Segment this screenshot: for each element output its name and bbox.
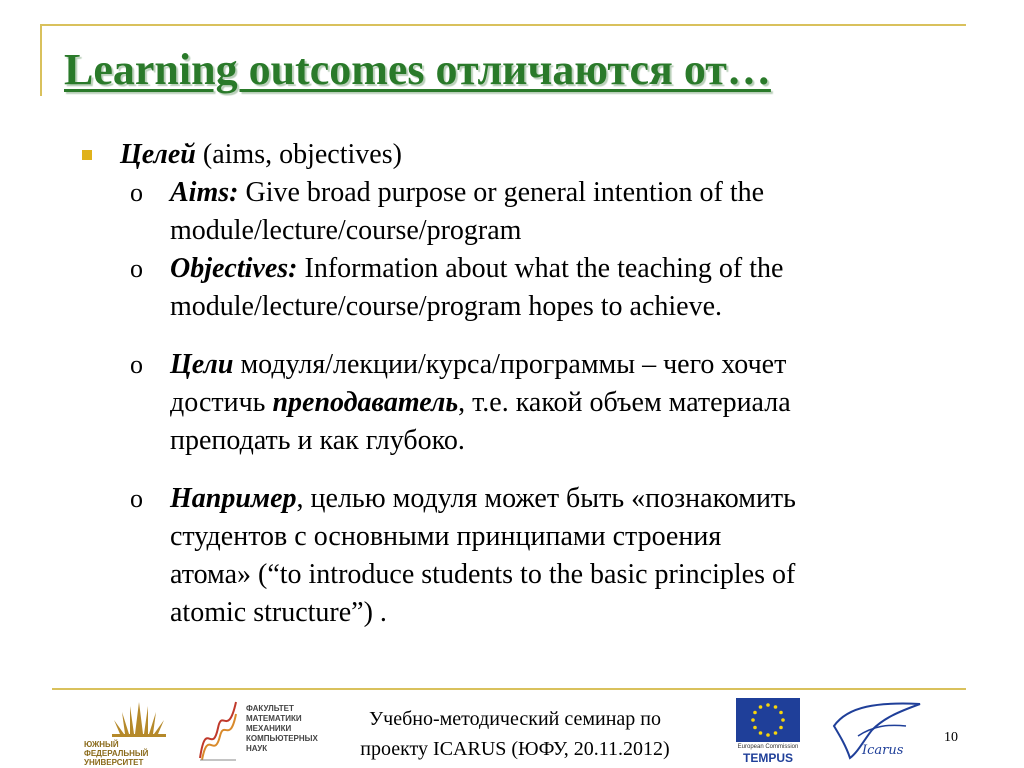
- square-bullet-icon: [82, 150, 92, 160]
- sub-bullet-text: Give broad purpose or general intention of the: [238, 177, 765, 208]
- sub-bullet-text: студентов с основными принципами строения: [170, 521, 722, 552]
- eu-star-icon: [774, 731, 778, 735]
- sub-bullet-text: Information about what the teaching of the: [297, 253, 784, 284]
- left-rule: [40, 24, 42, 96]
- sub-bullet-goals-ru: [80, 346, 970, 460]
- circle-bullet-icon: o: [130, 484, 143, 513]
- sub-bullet-text: атома» (“to introduce students to the basic principles of: [170, 559, 796, 590]
- sub-bullet-objectives: [80, 250, 970, 326]
- eu-star-icon: [779, 726, 783, 730]
- eu-star-icon: [766, 703, 770, 707]
- eu-caption: European Commission: [737, 744, 799, 750]
- slide-content: [80, 136, 970, 632]
- tempus-label: TEMPUS: [742, 751, 793, 765]
- sub-bullet-text: преподать и как глубоко.: [170, 425, 465, 456]
- sub-bullet-term: Цели: [170, 349, 234, 380]
- bullet-text: (aims, objectives): [195, 139, 402, 170]
- sub-bullet-term: преподаватель: [272, 387, 459, 418]
- eu-star-icon: [781, 718, 785, 722]
- circle-bullet-icon: o: [130, 254, 143, 283]
- eu-star-icon: [779, 711, 783, 715]
- faculty-logo-icon: [198, 698, 238, 762]
- top-rule: [40, 24, 966, 26]
- bullet-goals: [80, 136, 970, 174]
- eu-star-icon: [766, 733, 770, 737]
- faculty-logo-text: ФАКУЛЬТЕТ МАТЕМАТИКИ МЕХАНИКИ КОМПЬЮТЕРНЫХ НАУК: [246, 704, 318, 753]
- university-logo-text: ЮЖНЫЙ ФЕДЕРАЛЬНЫЙ УНИВЕРСИТЕТ: [84, 740, 149, 767]
- eu-flag-icon: [736, 698, 800, 742]
- circle-bullet-icon: o: [130, 178, 143, 207]
- eu-star-icon: [753, 726, 757, 730]
- eu-star-icon: [753, 711, 757, 715]
- sub-bullet-text: atomic structure”) .: [170, 597, 387, 628]
- tempus-logo: [736, 698, 800, 764]
- sub-bullet-example: [80, 480, 970, 632]
- bottom-rule: [52, 688, 966, 690]
- page-number: 10: [944, 730, 958, 745]
- sub-bullet-term: Например: [170, 483, 297, 514]
- eu-star-icon: [774, 705, 778, 709]
- sub-bullet-text: модуля/лекции/курса/программы – чего хочет: [233, 349, 787, 380]
- sub-bullet-term: Objectives:: [170, 253, 298, 284]
- eu-star-icon: [759, 705, 763, 709]
- eu-star-icon: [751, 718, 755, 722]
- slide-title: Learning outcomes отличаются от…: [64, 45, 771, 94]
- bullet-term: Целей: [120, 139, 196, 170]
- svg-text:Icarus: Icarus: [862, 743, 904, 758]
- circle-bullet-icon: o: [130, 350, 143, 379]
- sub-bullet-text: module/lecture/course/program hopes to achieve.: [170, 291, 723, 322]
- sub-bullet-term: Aims:: [170, 177, 239, 208]
- footer-seminar-text: Учебно-методический семинар по проекту ICARUS (ЮФУ, 20.11.2012): [360, 708, 670, 760]
- sub-bullet-text: , целью модуля может быть «познакомить: [296, 483, 796, 514]
- sub-bullet-text: , т.е. какой объем материала: [458, 387, 791, 418]
- sub-bullet-text: module/lecture/course/program: [170, 215, 522, 246]
- sub-bullet-text: достичь: [170, 387, 273, 418]
- sub-bullet-aims: [80, 174, 970, 250]
- icarus-logo-icon: [828, 696, 928, 762]
- eu-star-icon: [759, 731, 763, 735]
